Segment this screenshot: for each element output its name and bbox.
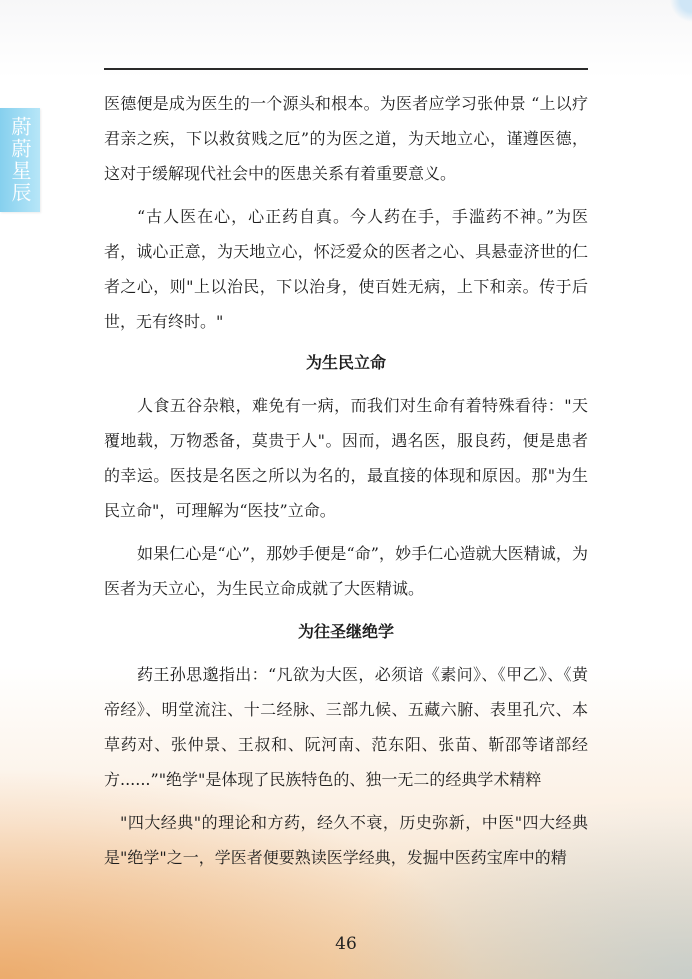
section-heading-1: 为生民立命	[305, 353, 386, 372]
paragraph-3: 人食五谷杂粮，难免有一病，而我们对生命有着特殊看待："天覆地载，万物悉备，莫贵于人"。因而，遇名医，服良药，便是患者的幸运。医技是名医之所以为名的，最直接的体现和原因。那"为生民立命"，可理解为“医技”立命。	[104, 396, 588, 520]
section-heading-2: 为往圣继绝学	[297, 622, 394, 641]
page-number: 46	[335, 934, 357, 954]
side-tab-label: 蔚蔚星辰	[8, 116, 32, 204]
paragraph-1: 医德便是成为医生的一个源头和根本。为医者应学习张仲景 “上以疗君亲之疾，下以救贫贱之厄”的为医之道，为天地立心，谨遵医德，这对于缓解现代社会中的医患关系有着重要意义。	[104, 94, 588, 183]
paragraph-6: "四大经典"的理论和方药，经久不衰，历史弥新，中医"四大经典是"绝学"之一，学医者便要熟读医学经典，发掘中医药宝库中的精	[104, 813, 588, 867]
paragraph-4: 如果仁心是“心”，那妙手便是“命”，妙手仁心造就大医精诚，为医者为天立心，为生民立命成就了大医精诚。	[104, 544, 588, 598]
corner-decoration	[662, 0, 692, 22]
header-rule	[104, 68, 588, 70]
paragraph-2: “古人医在心，心正药自真。今人药在手，手滥药不神。”为医者，诚心正意，为天地立心，怀泛爱众的医者之心、具悬壶济世的仁者之心，则"上以治民，下以治身，使百姓无病，上下和亲。传于后世，无有终时。"	[104, 207, 588, 331]
paragraph-5: 药王孙思邈指出：“凡欲为大医，必须谙《素问》、《甲乙》、《黄帝经》、明堂流注、十二经脉、三部九候、五藏六腑、表里孔穴、本草药对、张仲景、王叔和、阮河南、范东阳、张苗、靳邵等诸部经方......”"绝学"是体现了民族特色的、独一无二的经典学术精粹	[104, 665, 588, 789]
article-body	[104, 86, 588, 875]
side-tab	[0, 108, 40, 212]
